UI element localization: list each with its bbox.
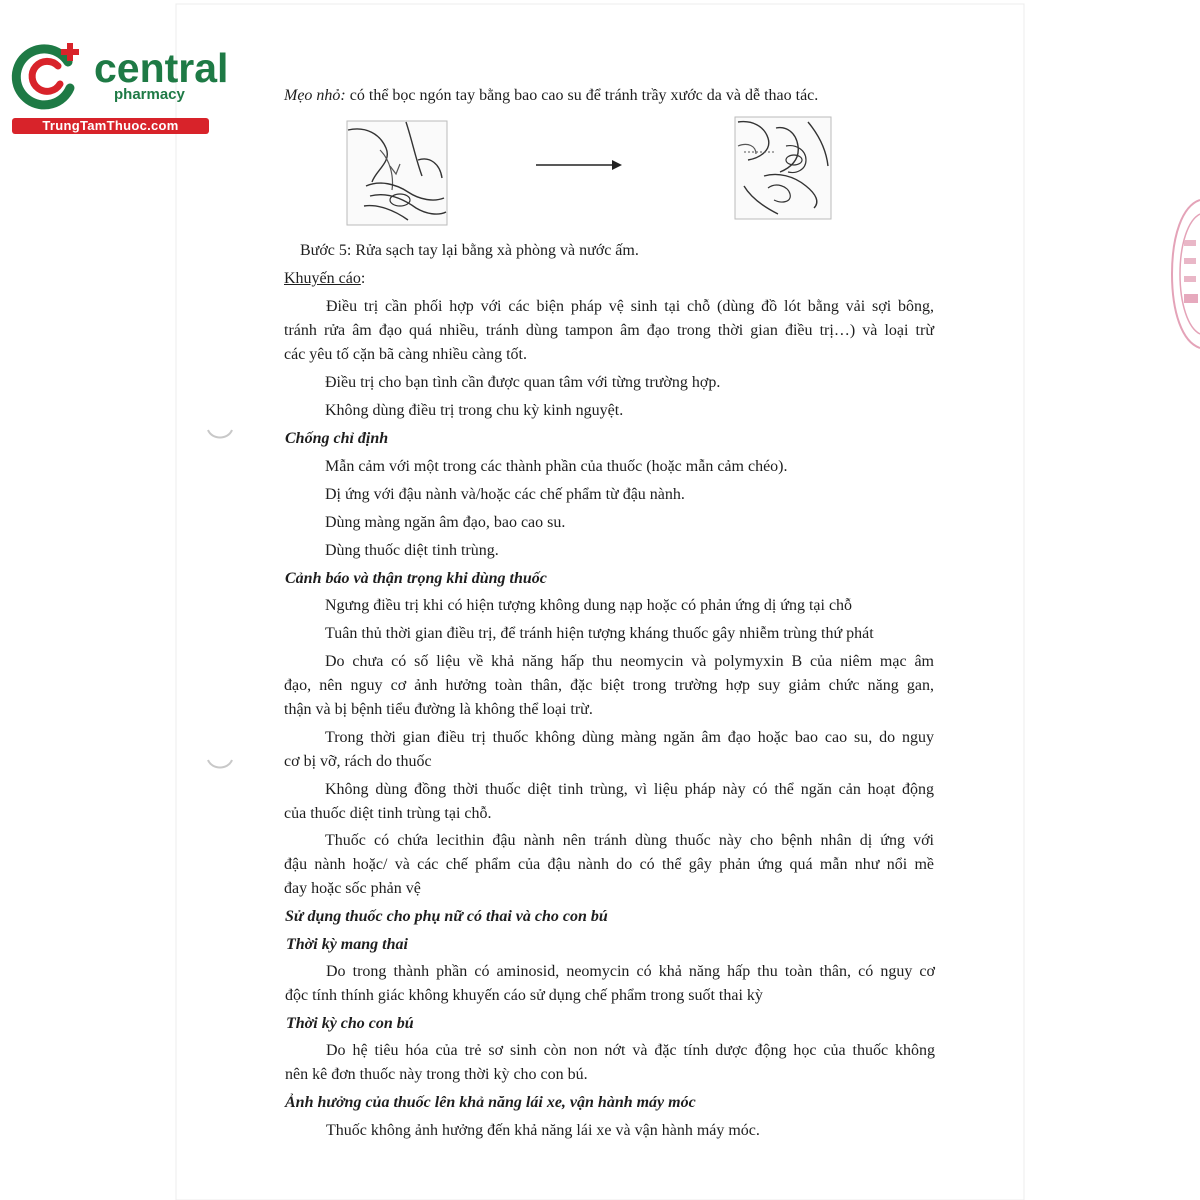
partner-note: Điều trị cho bạn tình cần được quan tâm với từng trường hợp. bbox=[325, 374, 721, 391]
caution-3-line-2 bbox=[284, 676, 934, 696]
anatomy-cross-section-illustration bbox=[734, 116, 832, 220]
warning-text-3: các yêu tố cặn bã càng nhiều càng tốt. bbox=[284, 346, 527, 363]
contraindication-item: Mẫn cảm với một trong các thành phần của thuốc (hoặc mẫn cảm chéo). bbox=[325, 458, 788, 475]
brand-url[interactable]: TrungTamThuoc.com bbox=[12, 118, 209, 134]
caution-4-text-2: cơ bị vỡ, rách do thuốc bbox=[284, 753, 432, 770]
caution-1: Ngưng điều trị khi có hiện tượng không dung nạp hoặc có phản ứng dị ứng tại chỗ bbox=[325, 597, 853, 614]
caution-6-line-1 bbox=[284, 831, 934, 851]
caution-6-text-2: đậu nành hoặc/ và các chế phẩm của đậu nành do có thể gây phản ứng quá mẫn như nổi mề bbox=[284, 856, 934, 873]
pregnancy-subheading: Thời kỳ mang thai bbox=[286, 936, 408, 953]
driving-heading: Ảnh hưởng của thuốc lên khả năng lái xe, vận hành máy móc bbox=[285, 1094, 696, 1111]
caution-6-text-1: Thuốc có chứa lecithin đậu nành nên tránh dùng thuốc này cho bệnh nhân dị ứng với bbox=[325, 832, 934, 849]
central-pharmacy-logo-icon bbox=[10, 40, 82, 112]
lactation-text-1: Do hệ tiêu hóa của trẻ sơ sinh còn non nớt và đặc tính dược động học của thuốc không bbox=[326, 1042, 935, 1059]
step-5: Bước 5: Rửa sạch tay lại bằng xà phòng và nước ấm. bbox=[300, 242, 639, 259]
caution-2: Tuân thủ thời gian điều trị, để tránh hiện tượng kháng thuốc gây nhiễm trùng thứ phát bbox=[325, 625, 874, 642]
pregnancy-heading: Sử dụng thuốc cho phụ nữ có thai và cho con bú bbox=[285, 908, 608, 925]
lactation-line-1 bbox=[285, 1041, 935, 1061]
warning-line-1 bbox=[284, 297, 934, 317]
finger-insertion-illustration bbox=[346, 120, 448, 226]
warning-heading bbox=[284, 269, 365, 289]
warning-label: Khuyến cáo bbox=[284, 270, 361, 287]
contraindication-item: Dùng thuốc diệt tinh trùng. bbox=[325, 542, 499, 559]
warning-line-2 bbox=[284, 321, 934, 341]
brand-logo[interactable] bbox=[10, 38, 229, 138]
caution-5-line-1 bbox=[284, 780, 934, 800]
lactation-subheading: Thời kỳ cho con bú bbox=[286, 1015, 414, 1032]
pregnancy-text-1: Do trong thành phần có aminosid, neomycin có khả năng hấp thu toàn thân, có nguy cơ bbox=[326, 963, 935, 980]
caution-3-line-1 bbox=[284, 652, 934, 672]
caution-5-text-1: Không dùng đồng thời thuốc diệt tinh trùng, vì liệu pháp này có thể ngăn cản hoạt động bbox=[325, 781, 934, 798]
pregnancy-text-2: độc tính thính giác không khuyến cáo sử dụng chế phẩm trong suốt thai kỳ bbox=[285, 987, 763, 1004]
warning-text-2: tránh rửa âm đạo quá nhiều, tránh dùng tampon âm đạo trong thời gian điều trị…) và loại trừ bbox=[284, 322, 934, 339]
tip-text: có thể bọc ngón tay bằng bao cao su để tránh trầy xước da và dễ thao tác. bbox=[345, 87, 819, 104]
caution-6-text-3: đay hoặc sốc phản vệ bbox=[284, 880, 421, 897]
cautions-heading: Cảnh báo và thận trọng khi dùng thuốc bbox=[285, 570, 547, 587]
caution-3-text-1: Do chưa có số liệu về khả năng hấp thu neomycin và polymyxin B của niêm mạc âm bbox=[325, 653, 934, 670]
brand-name: central bbox=[94, 45, 229, 91]
caution-4-text-1: Trong thời gian điều trị thuốc không dùng màng ngăn âm đạo hoặc bao cao su, do nguy bbox=[325, 729, 934, 746]
stamp-icon bbox=[1170, 196, 1200, 351]
punch-hole-icon bbox=[206, 428, 234, 442]
caution-6-line-2 bbox=[284, 855, 934, 875]
warning-colon: : bbox=[360, 270, 366, 287]
warning-text-1: Điều trị cần phối hợp với các biện pháp vệ sinh tại chỗ (dùng đồ lót bằng vải sợi bông, bbox=[326, 298, 934, 315]
caution-5-text-2: của thuốc diệt tinh trùng tại chỗ. bbox=[284, 805, 492, 822]
brand-subtitle: pharmacy bbox=[114, 86, 185, 103]
driving-text: Thuốc không ảnh hưởng đến khả năng lái xe và vận hành máy móc. bbox=[326, 1122, 760, 1139]
tip-line bbox=[284, 86, 818, 106]
contraindication-item: Dùng màng ngăn âm đạo, bao cao su. bbox=[325, 514, 566, 531]
contraindication-item: Dị ứng với đậu nành và/hoặc các chế phẩm từ đậu nành. bbox=[325, 486, 685, 503]
right-arrow-icon bbox=[534, 158, 624, 172]
tip-label: Mẹo nhỏ: bbox=[284, 87, 346, 104]
caution-4-line-1 bbox=[284, 728, 934, 748]
lactation-text-2: nên kê đơn thuốc này trong thời kỳ cho con bú. bbox=[285, 1066, 588, 1083]
contraindications-heading: Chống chỉ định bbox=[285, 430, 389, 447]
caution-3-text-3: thận và bị bệnh tiểu đường là không thể loại trừ. bbox=[284, 701, 593, 718]
pregnancy-line-1 bbox=[285, 962, 935, 982]
punch-hole-icon bbox=[206, 758, 234, 772]
caution-3-text-2: đạo, nên nguy cơ ảnh hưởng toàn thân, đặc biệt trong trường hợp suy giảm chức năng gan, bbox=[284, 677, 934, 694]
menses-note: Không dùng điều trị trong chu kỳ kinh nguyệt. bbox=[325, 402, 624, 419]
